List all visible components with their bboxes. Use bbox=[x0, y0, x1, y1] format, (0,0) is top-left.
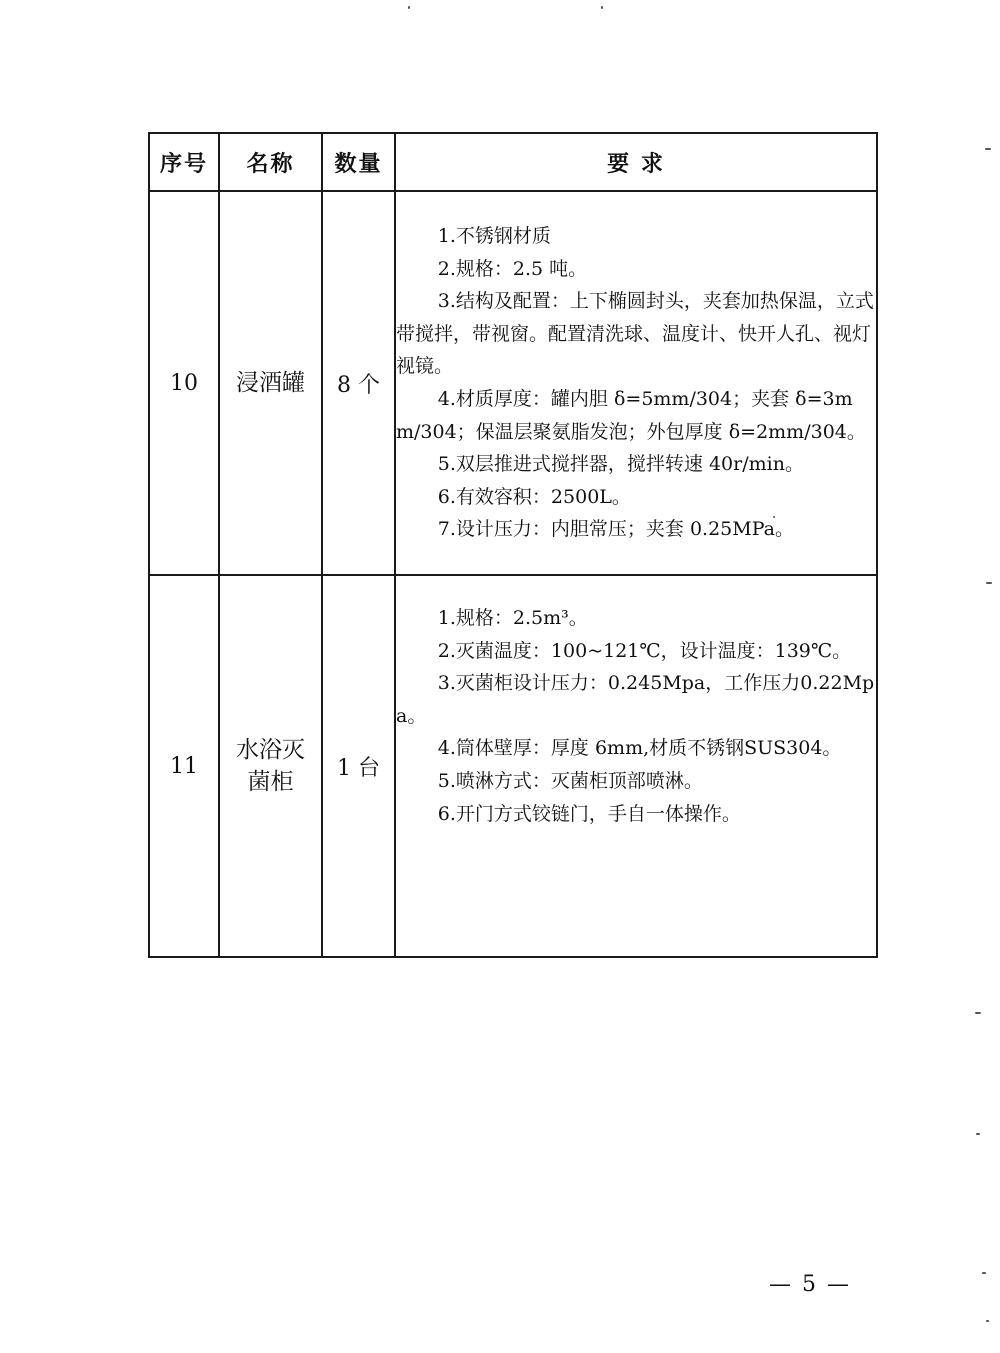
header-name: 名称 bbox=[219, 133, 322, 191]
requirement-line: 4.筒体壁厚：厚度 6mm,材质不锈钢SUS304。 bbox=[437, 737, 842, 760]
cell-name: 浸酒罐 bbox=[219, 191, 322, 575]
cell-requirements bbox=[395, 575, 877, 957]
cell-name bbox=[219, 575, 322, 957]
table-row bbox=[149, 191, 877, 575]
table-row bbox=[149, 575, 877, 957]
cell-requirements bbox=[395, 191, 877, 575]
scan-speck bbox=[985, 148, 991, 150]
requirement-line: 3.灭菌柜设计压力：0.245Mpa，工作压力0.22Mpa。 bbox=[396, 672, 875, 727]
cell-serial-no: 10 bbox=[149, 191, 219, 575]
table-header-row bbox=[149, 133, 877, 191]
requirement-line: 2.规格：2.5 吨。 bbox=[437, 257, 588, 280]
requirement-line: 5.喷淋方式：灭菌柜顶部喷淋。 bbox=[437, 769, 703, 792]
requirement-line: 6.开门方式铰链门，手自一体操作。 bbox=[437, 802, 741, 825]
header-quantity: 数量 bbox=[322, 133, 395, 191]
cell-quantity: 1 台 bbox=[322, 575, 395, 957]
requirement-line: 1.规格：2.5m³。 bbox=[437, 607, 588, 629]
header-requirements: 要 求 bbox=[395, 133, 877, 191]
cell-name-text: 水浴灭菌柜 bbox=[236, 737, 305, 795]
scan-speck bbox=[975, 1012, 981, 1014]
requirement-line: 3.结构及配置：上下椭圆封头，夹套加热保温，立式带搅拌，带视窗。配置清洗球、温度计、快开人孔、视灯视镜。 bbox=[396, 290, 874, 378]
requirement-line: 2.灭菌温度：100~121℃，设计温度：139℃。 bbox=[437, 639, 852, 662]
cell-quantity: 8 个 bbox=[322, 191, 395, 575]
scan-speck bbox=[601, 6, 603, 9]
scan-speck bbox=[986, 1320, 989, 1322]
scan-speck bbox=[986, 582, 992, 584]
requirement-line: 7.设计压力：内胆常压；夹套 0.25MPa。 bbox=[437, 518, 794, 541]
requirement-line: 1.不锈钢材质 bbox=[437, 225, 551, 248]
requirement-line: 5.双层推进式搅拌器，搅拌转速 40r/min。 bbox=[437, 453, 804, 476]
page-number: — 5 — bbox=[769, 1272, 851, 1297]
equipment-spec-table bbox=[148, 132, 878, 958]
scan-speck bbox=[773, 516, 775, 518]
requirement-line: 6.有效容积：2500L。 bbox=[437, 485, 631, 508]
cell-serial-no: 11 bbox=[149, 575, 219, 957]
scan-speck bbox=[408, 6, 410, 9]
scan-speck bbox=[982, 1272, 986, 1274]
requirement-line: 4.材质厚度：罐内胆 δ=5mm/304；夹套 δ=3mm/304；保温层聚氨脂发泡；外包厚度 δ=2mm/304。 bbox=[396, 388, 866, 443]
scan-speck bbox=[976, 1133, 980, 1135]
header-serial-no: 序号 bbox=[149, 133, 219, 191]
